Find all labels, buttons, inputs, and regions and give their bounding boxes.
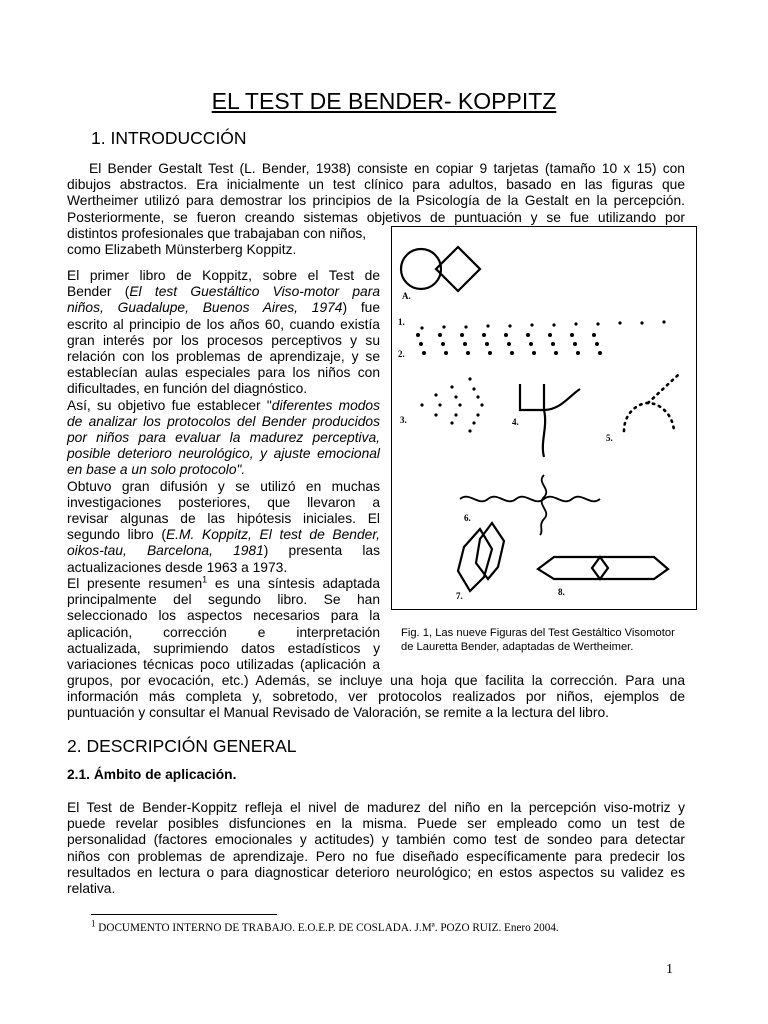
text-line: resultados en lectura o para diagnosticar deterioro neurológico; en estos aspectos su validez es — [67, 864, 685, 880]
figure-3-dots — [420, 377, 483, 432]
document-title: EL TEST DE BENDER- KOPPITZ — [211, 88, 557, 114]
subsection-heading: 2.1. Ámbito de aplicación. — [67, 767, 237, 782]
text-line: Bender (El test Guestáltico Viso-motor para — [67, 284, 380, 300]
figure-label-7: 7. — [456, 591, 463, 601]
figure-4-shape — [520, 384, 580, 457]
text-line: investigaciones posteriores, que llevaron a — [67, 494, 380, 510]
text-line: en base a un solo protocolo". — [67, 462, 246, 478]
text-line: aplicación, corrección e interpretación — [67, 624, 380, 640]
text-line: por niños para evaluar la madurez perceptiva, — [67, 430, 380, 446]
section-1-heading: 1. INTRODUCCIÓN — [91, 128, 247, 148]
footnote: $^1$ DOCUMENTO INTERNO DE TRABAJO. E.O.E.P. DE COSLADA. J.Mª. POZO RUIZ. Enero 2004. — [91, 918, 559, 934]
text-line: Wertheimer utilizó para demostrar los principios de la Psicología de la Gestalt en la percepción. — [67, 193, 685, 209]
page-number: 1 — [666, 962, 673, 977]
figure-label-2: 2. — [398, 349, 405, 359]
text-line: El Test de Bender-Koppitz refleja el nivel de madurez del niño en la percepción viso-motriz y — [67, 800, 685, 815]
bender-figures-box — [391, 226, 697, 610]
footnote-rule — [91, 914, 277, 915]
text-line: dibujos abstractos. Era inicialmente un test clínico para adultos, basado en las figuras que — [67, 177, 685, 193]
figure-8-diamond — [592, 557, 608, 579]
caption-line: de Lauretta Bender, adaptadas de Wertheimer. — [401, 640, 634, 653]
text-line: establecían aulas especiales para los niños con — [67, 365, 380, 381]
figure-7-hexagon-left — [458, 529, 492, 591]
intro-paragraph-3b — [67, 673, 685, 722]
text-line: puede revelar posibles disfunciones en la misma. Puede ser empleado como un test de — [67, 816, 685, 832]
text-line: puntuación y consultar el Manual Revisado de Valoración, se remite a la lectura del libro. — [67, 705, 609, 721]
text-line: personalidad (factores emocionales y actitudes) y también como test de sondeo para detectar — [67, 832, 685, 848]
text-line: niños con problemas de aprendizaje. Pero no fue diseñado específicamente para predecir los — [67, 848, 685, 864]
text-line: seleccionado los aspectos necesarios para la — [67, 608, 380, 624]
figure-6-vertical — [540, 475, 546, 535]
figure-1-dots — [420, 320, 665, 329]
text-line: como Elizabeth Münsterberg Koppitz. — [67, 242, 297, 258]
text-line: posible deterioro neurológico, y ajuste emocional — [67, 446, 380, 462]
figure-label-5: 5. — [606, 433, 613, 443]
text-line: actualizada, suprimiendo datos estadísticos y — [67, 640, 380, 656]
text-line: principalmente del segundo libro. Se han — [67, 592, 380, 608]
text-line: grupos, por evocación, etc.) Además, se incluye una hoja que facilita la corrección. Para una — [67, 673, 685, 688]
text-line: oikos-tau, Barcelona, 1981) presenta las — [67, 543, 381, 559]
text-line: relación con los problemas de aprendizaje, y se — [67, 349, 380, 365]
text-line: escrito al principio de los años 60, cuando existía — [67, 316, 380, 332]
text-line: Obtuvo gran difusión y se utilizó en muchas — [67, 478, 380, 494]
figure-label-3: 3. — [400, 415, 407, 425]
text-line: segundo libro (E.M. Koppitz, El test de Bender, — [67, 527, 380, 543]
intro-paragraph-3a — [67, 576, 380, 673]
bender-figures-drawing — [392, 227, 696, 609]
text-line: actualizaciones desde 1963 a 1973. — [67, 559, 288, 575]
figure-2-dots — [416, 333, 602, 355]
text-line: información más completa y, sobretodo, ver protocolos realizados por niños, ejemplos de — [67, 689, 685, 705]
text-line: relativa. — [67, 881, 116, 897]
figure-label-1: 1. — [398, 317, 405, 327]
figure-5-line — [648, 375, 678, 403]
text-line: dificultades, en función del diagnóstico. — [67, 381, 308, 397]
figure-label-6: 6. — [464, 513, 471, 523]
figure-a-diamond — [436, 247, 480, 291]
text-line: de analizar los protocolos del Bender producidos — [67, 413, 380, 429]
text-line: El primer libro de Koppitz, sobre el Test de — [67, 268, 380, 283]
caption-line: Fig. 1, Las nueve Figuras del Test Gestáltico Visomotor — [401, 627, 675, 639]
text-line: variaciones técnicas poco utilizadas (aplicación a — [67, 657, 380, 673]
section-2-paragraph — [67, 800, 685, 897]
text-line: Así, su objetivo fue establecer "diferentes modos — [67, 397, 380, 413]
figure-label-a: A. — [402, 291, 411, 301]
section-2-heading: 2. DESCRIPCIÓN GENERAL — [67, 736, 297, 756]
text-line: El presente resumen$^1$ es una síntesis adaptada — [67, 574, 380, 591]
figure-label-8: 8. — [558, 587, 565, 597]
figure-caption — [401, 627, 721, 654]
figure-6-horizontal — [460, 497, 600, 502]
intro-paragraph-2 — [67, 268, 380, 576]
text-line: El Bender Gestalt Test (L. Bender, 1938) consiste en copiar 9 tarjetas (tamaño 10 x 15) con — [89, 161, 685, 176]
text-line: niños, Guadalupe, Buenos Aires, 1974) fue — [67, 300, 381, 316]
figure-5-arc — [624, 403, 674, 433]
figure-label-4: 4. — [512, 417, 519, 427]
text-line: distintos profesionales que trabajaban con niños, — [67, 225, 367, 241]
text-line: gran interés por los procesos perceptivos y su — [67, 332, 380, 348]
text-line: revisar algunas de las hipótesis iniciales. El — [67, 511, 380, 527]
text-line: Posteriormente, se fueron creando sistemas objetivos de puntuación y se fue utilizando por — [67, 209, 685, 225]
